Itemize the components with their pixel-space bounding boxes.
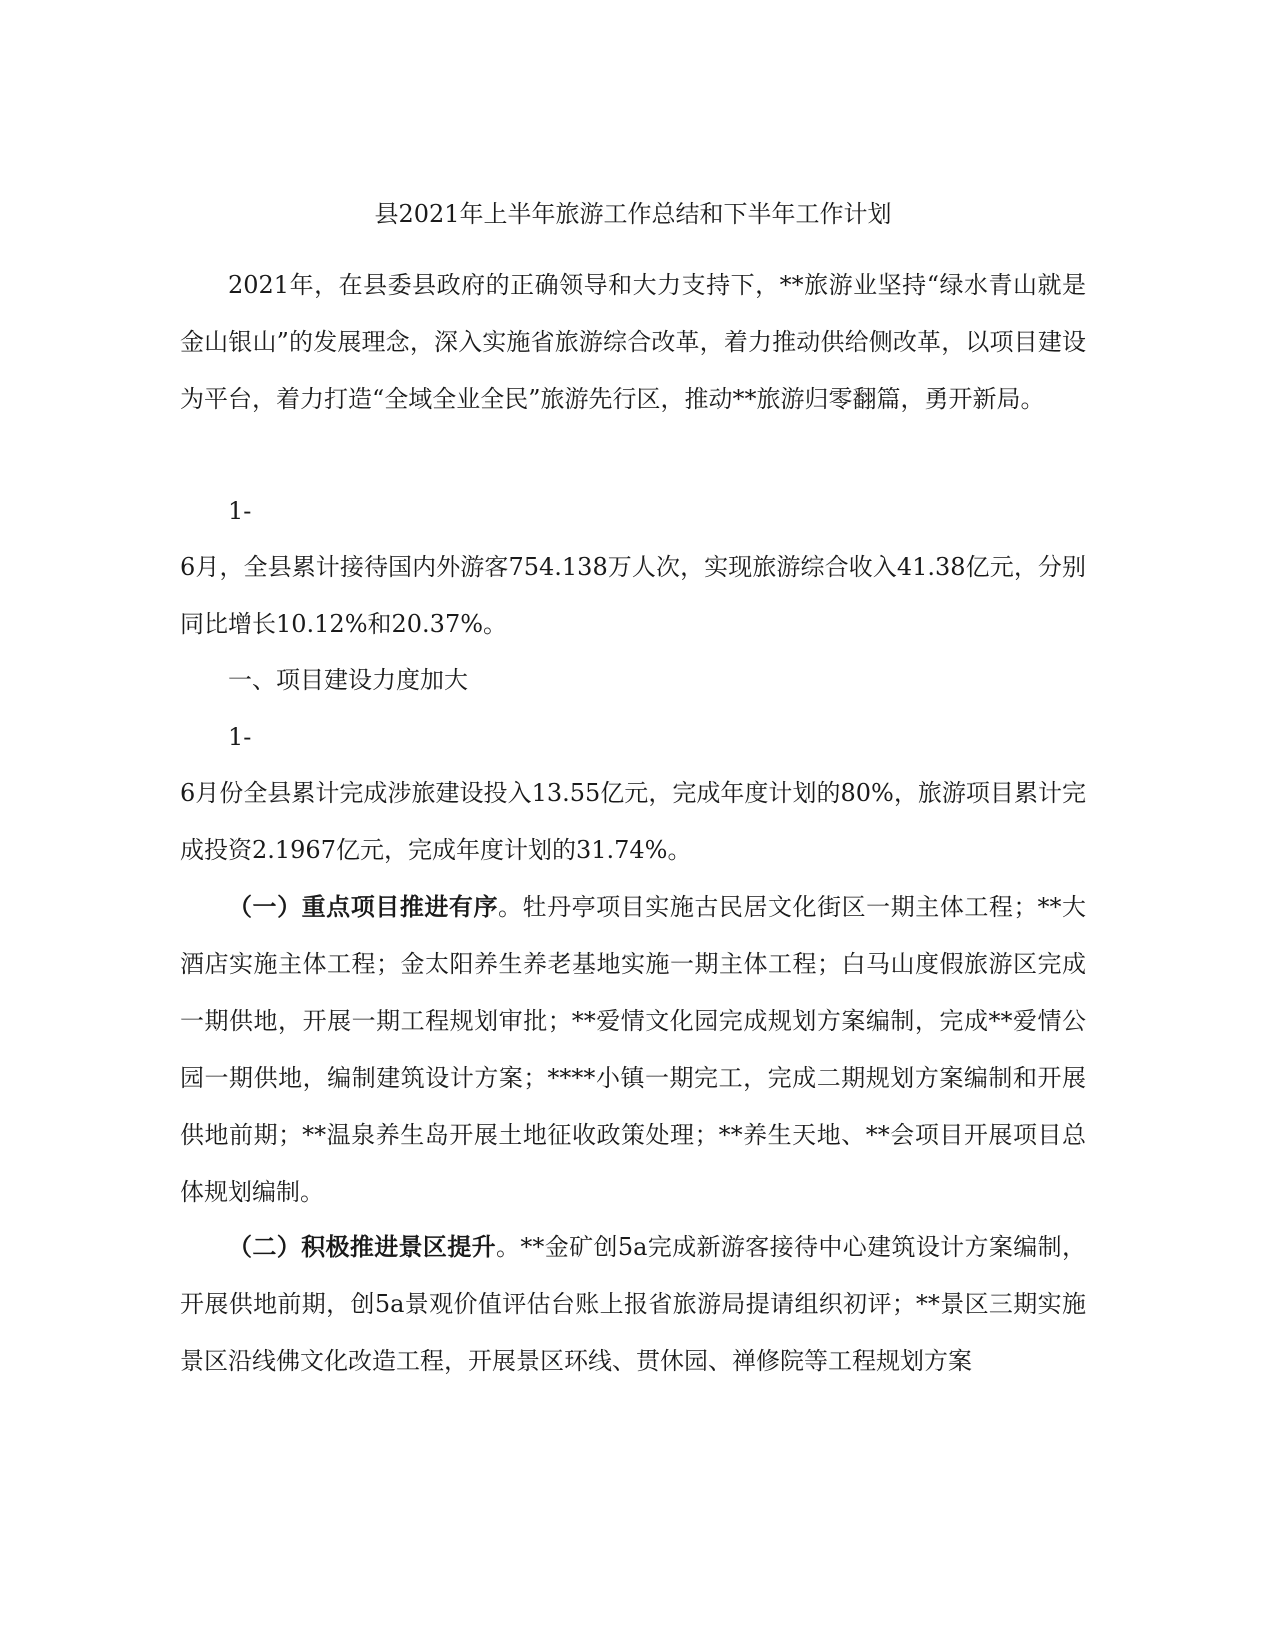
stat1-prefix: 1- (228, 497, 252, 525)
stat2-prefix: 1- (228, 723, 252, 751)
item1-heading: （一）重点项目推进有序 (228, 892, 498, 921)
stat2-paragraph: 6月份全县累计完成涉旅建设投入13.55亿元，完成年度计划的80%，旅游项目累计完成投资2.1967亿元，完成年度计划的31.74%。 (180, 779, 1086, 864)
document-title: 县2021年上半年旅游工作总结和下半年工作计划 (374, 200, 892, 228)
item2-body: 。**金矿创5a完成新游客接待中心建筑设计方案编制，开展供地前期，创5a景观价值评估台账上报省旅游局提请组织初评；**景区三期实施景区沿线佛文化改造工程，开展景区环线、贯休园、禅修院等工程规划方案 (180, 1233, 1087, 1375)
intro-paragraph: 2021年，在县委县政府的正确领导和大力支持下，**旅游业坚持“绿水青山就是金山银山”的发展理念，深入实施省旅游综合改革，着力推动供给侧改革，以项目建设为平台，着力打造“全域全业全民”旅游先行区，推动**旅游归零翻篇，勇开新局。 (180, 271, 1086, 413)
item2-heading: （二）积极推进景区提升 (228, 1232, 497, 1261)
stat1-paragraph: 6月，全县累计接待国内外游客754.138万人次，实现旅游综合收入41.38亿元，分别同比增长10.12%和20.37%。 (180, 553, 1086, 638)
item1-paragraph (180, 878, 1086, 1221)
item1-body: 。牡丹亭项目实施古民居文化街区一期主体工程；**大酒店实施主体工程；金太阳养生养老基地实施一期主体工程；白马山度假旅游区完成一期供地，开展一期工程规划审批；**爱情文化园完成规划方案编制，完成**爱情公园一期供地，编制建筑设计方案；****小镇一期完工，完成二期规划方案编制和开展供地前期；**温泉养生岛开展土地征收政策处理；**养生天地、**会项目开展项目总体规划编制。 (180, 893, 1086, 1206)
section1-heading: 一、项目建设力度加大 (228, 666, 468, 694)
item2-paragraph (180, 1218, 1086, 1390)
